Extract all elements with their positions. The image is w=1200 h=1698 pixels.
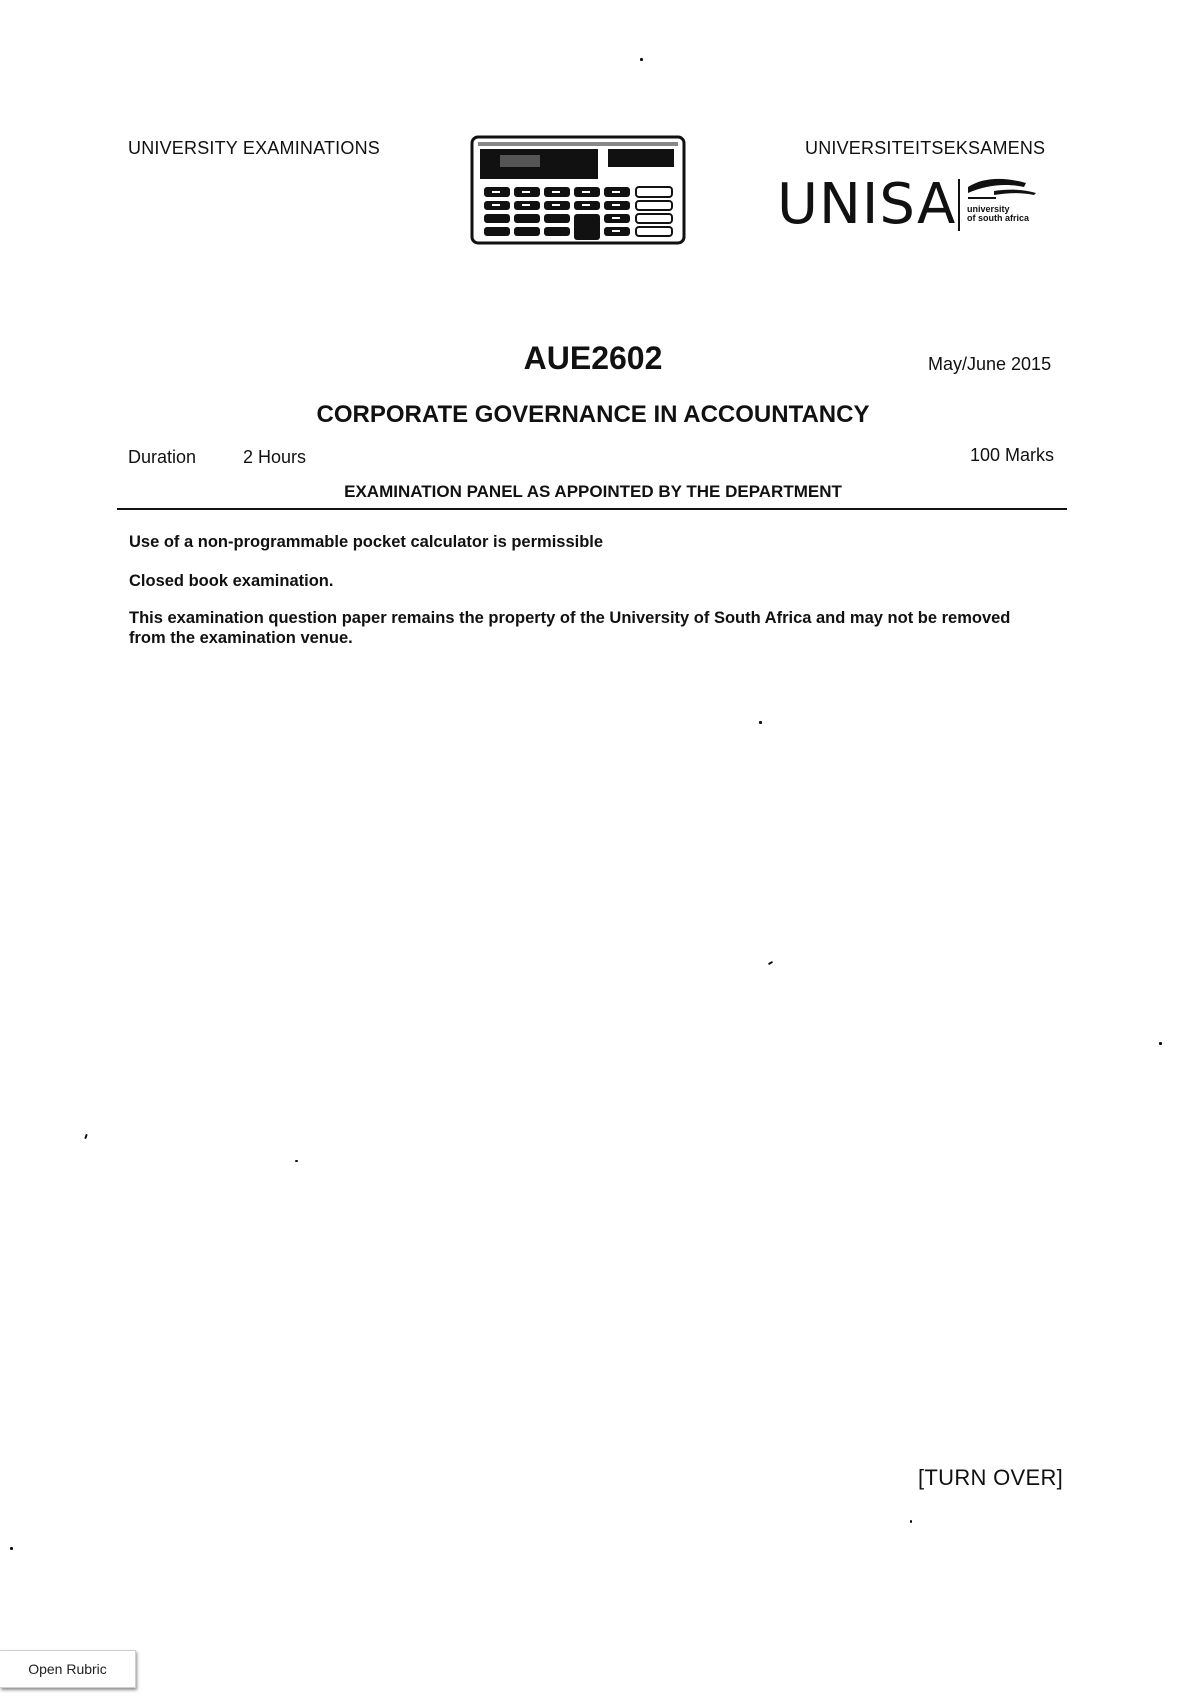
scan-speck	[84, 1134, 88, 1139]
examination-panel: EXAMINATION PANEL AS APPOINTED BY THE DEPARTMENT	[344, 482, 842, 501]
turn-over-label: [TURN OVER]	[918, 1465, 1064, 1490]
scan-speck	[295, 1160, 298, 1162]
header-universiteitseksamens: UNIVERSITEITSEKSAMENS	[805, 138, 1046, 158]
unisa-logo	[777, 172, 1047, 237]
open-rubric-button[interactable]: Open Rubric	[0, 1650, 136, 1688]
exam-session: May/June 2015	[928, 354, 1052, 374]
module-code: AUE2602	[523, 340, 663, 376]
duration-value: 2 Hours	[243, 447, 307, 467]
scan-speck	[10, 1547, 13, 1550]
header-university-examinations: UNIVERSITY EXAMINATIONS	[128, 138, 380, 158]
unisa-wordmark: UNISA	[777, 172, 957, 237]
unisa-tagline: university of south africa	[967, 204, 1030, 223]
calculator-icon	[470, 135, 686, 245]
scan-speck	[768, 961, 773, 965]
scan-speck	[640, 58, 643, 61]
header-divider	[117, 508, 1067, 510]
scan-speck	[759, 721, 762, 724]
instruction-property: This examination question paper remains the property of the University of South Africa and may not be removed from the examination venue.	[129, 609, 1011, 647]
module-title: CORPORATE GOVERNANCE IN ACCOUNTANCY	[316, 401, 870, 428]
duration-label: Duration	[128, 447, 197, 467]
instruction-closed-book: Closed book examination.	[129, 572, 334, 590]
logo-divider	[958, 179, 960, 231]
total-marks: 100 Marks	[970, 445, 1055, 465]
scan-speck	[1159, 1042, 1162, 1045]
instruction-calculator: Use of a non-programmable pocket calculator is permissible	[129, 533, 604, 551]
scan-speck	[910, 1520, 912, 1523]
